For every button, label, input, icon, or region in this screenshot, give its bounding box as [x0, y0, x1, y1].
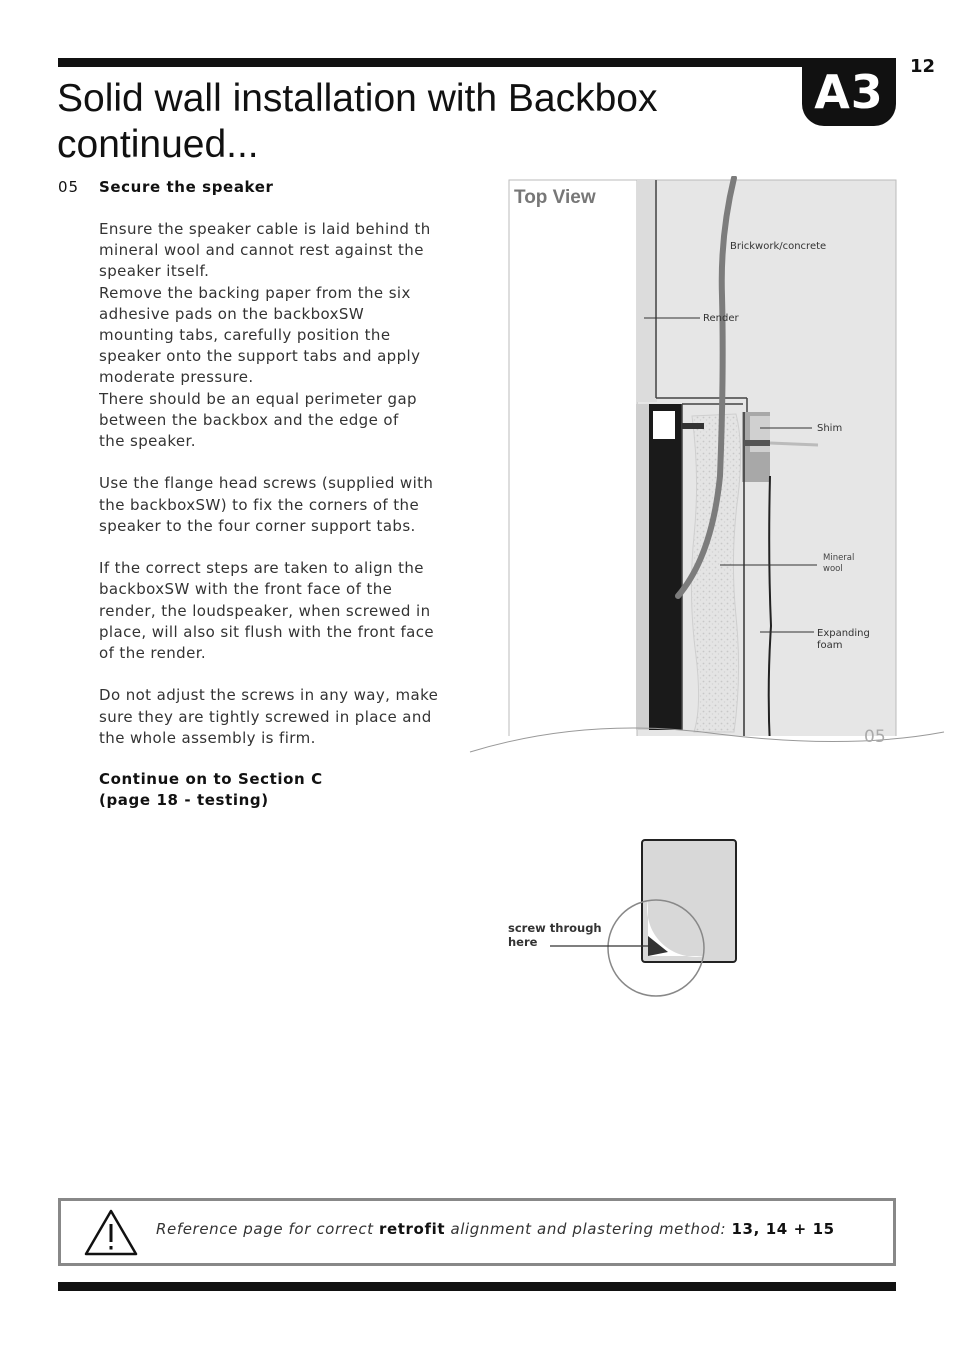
body-line: Remove the backing paper from the six: [99, 283, 411, 302]
title-line-2: continued...: [57, 123, 259, 166]
paragraph-gap: [99, 664, 464, 685]
top-view-heading: Top View: [514, 187, 596, 208]
figure-step-tag: 05: [864, 727, 886, 747]
continue-note: [99, 769, 323, 811]
page-title: [57, 76, 757, 168]
body-line: Do not adjust the screws in any way, make: [99, 686, 439, 705]
body-line: moderate pressure.: [99, 368, 254, 387]
body-line: of the render.: [99, 644, 207, 663]
body-line: sure they are tightly screwed in place and: [99, 707, 432, 726]
paragraph-gap: [99, 452, 464, 473]
body-line: speaker itself.: [99, 262, 210, 281]
label-mineral-wool-2: wool: [823, 564, 843, 574]
top-view-diagram: [468, 176, 946, 766]
label-shim: Shim: [817, 423, 843, 434]
body-line: Ensure the speaker cable is laid behind th: [99, 220, 431, 238]
screw-label-line-2: here: [508, 935, 538, 949]
body-line: place, will also sit flush with the front face: [99, 622, 435, 641]
label-mineral-wool-1: Mineral: [823, 553, 855, 563]
step-heading: Secure the speaker: [99, 178, 274, 196]
label-expanding-foam-2: foam: [817, 640, 843, 651]
page-number: 12: [910, 56, 936, 77]
step-body-text: [99, 219, 464, 749]
body-line: There should be an equal perimeter gap: [99, 389, 417, 408]
title-line-1: Solid wall installation with Backbox: [57, 77, 658, 120]
mineral-wool: [691, 414, 740, 732]
top-rule: [58, 58, 896, 67]
section-badge: [802, 58, 896, 126]
screw-corner-diagram: [500, 832, 750, 1007]
bottom-rule: [58, 1282, 896, 1291]
label-expanding-foam-1: Expanding: [817, 628, 870, 639]
body-line: mineral wool and cannot rest against the: [99, 241, 424, 260]
label-brickwork: Brickwork/concrete: [730, 241, 827, 252]
body-line: the speaker.: [99, 432, 196, 451]
step-number: 05: [58, 178, 80, 196]
body-line: speaker onto the support tabs and apply: [99, 347, 421, 366]
section-badge-label: A3: [814, 65, 884, 119]
body-line: render, the loudspeaker, when screwed in: [99, 601, 431, 620]
body-line: adhesive pads on the backboxSW: [99, 304, 365, 323]
reference-notice: [58, 1198, 896, 1266]
body-line: Use the flange head screws (supplied with: [99, 474, 434, 493]
screw-label-line-1: screw through: [508, 921, 602, 935]
continue-line-1: Continue on to Section C: [99, 770, 323, 788]
notice-prefix: Reference page for correct: [156, 1220, 380, 1238]
notice-middle: alignment and plastering method:: [445, 1220, 732, 1238]
body-line: the backboxSW) to fix the corners of the: [99, 495, 420, 514]
body-line: speaker to the four corner support tabs.: [99, 516, 416, 535]
body-line: backboxSW with the front face of the: [99, 580, 393, 599]
notice-text: [156, 1220, 835, 1238]
paragraph-gap: [99, 537, 464, 558]
continue-line-2: (page 18 - testing): [99, 791, 269, 810]
warning-triangle-icon: [83, 1207, 139, 1257]
notice-pages: 13, 14 + 15: [731, 1220, 835, 1238]
body-line: the whole assembly is firm.: [99, 728, 316, 747]
screw-leader: [550, 944, 656, 948]
body-line: mounting tabs, carefully position the: [99, 326, 391, 345]
body-line: between the backbox and the edge of: [99, 410, 399, 429]
notice-emphasis: retrofit: [379, 1220, 446, 1238]
label-render: Render: [703, 313, 739, 324]
body-line: If the correct steps are taken to align the: [99, 559, 424, 578]
